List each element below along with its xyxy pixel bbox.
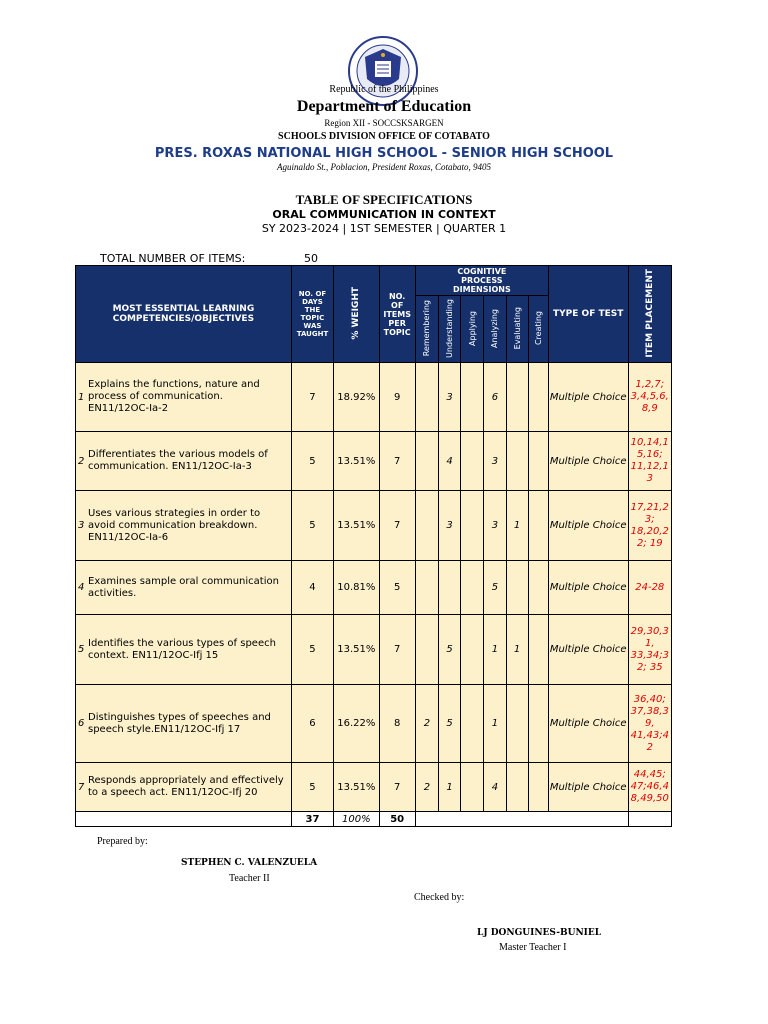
item-placement-cell: 17,21,2 3; 18,20,2 2; 19 [628,491,671,561]
competency-text: Uses various strategies in order to avoid communication breakdown. EN11/12OC-Ia-6 [88,507,261,543]
preparer-name: STEPHEN C. VALENZUELA [181,858,318,868]
competency-text: Examines sample oral communication activities. [88,575,279,599]
table-row [76,685,672,763]
creating-cell [528,561,548,615]
checked-by-label: Checked by: [414,892,465,903]
test-type-cell: Multiple Choice [548,685,628,763]
competency-text: Explains the functions, nature and process of communication. EN11/12OC-Ia-2 [88,379,260,414]
table-row [76,491,672,561]
preparer-position: Teacher II [229,873,270,884]
remembering-cell [415,363,438,432]
evaluating-cell: 1 [506,615,528,685]
applying-cell [461,763,484,812]
test-type-cell: Multiple Choice [548,763,628,812]
total-weight-cell: 100% [334,812,379,827]
deped-seal-logo [347,35,419,107]
competency-number: 6 [78,718,85,729]
remembering-cell [415,491,438,561]
header-remembering: Remembering [415,296,438,363]
table-row [76,561,672,615]
weight-cell: 18.92% [334,363,379,432]
total-days-cell: 37 [291,812,333,827]
understanding-cell [439,561,461,615]
days-cell: 5 [291,432,333,491]
understanding-cell: 3 [439,363,461,432]
items-cell: 7 [379,491,415,561]
total-items-value: 50 [304,252,318,265]
total-items-cell: 50 [379,812,415,827]
weight-cell: 16.22% [334,685,379,763]
header-items: NO. OF ITEMS PER TOPIC [379,266,415,363]
item-placement-cell: 24-28 [628,561,671,615]
items-cell: 7 [379,763,415,812]
analyzing-cell: 1 [484,685,506,763]
understanding-cell: 5 [439,685,461,763]
days-cell: 7 [291,363,333,432]
checker-name: LJ DONGUINES-BUNIEL [477,928,602,938]
region-text: Region XII - SOCCSKSARGEN [324,118,444,128]
totals-blank-cell [415,812,628,827]
header-applying: Applying [461,296,484,363]
competency-text: Distinguishes types of speeches and speech style.EN11/12OC-Ifj 17 [88,711,271,735]
evaluating-cell [506,363,528,432]
competency-cell [76,685,292,763]
weight-cell: 13.51% [334,432,379,491]
applying-cell [461,615,484,685]
understanding-cell: 3 [439,491,461,561]
competency-number: 1 [78,391,85,403]
applying-cell [461,685,484,763]
days-cell: 5 [291,491,333,561]
header-days: NO. OF DAYS THE TOPIC WAS TAUGHT [291,266,333,363]
header-weight: % WEIGHT [334,266,379,363]
item-placement-cell: 44,45; 47;46,4 8,49,50 [628,763,671,812]
test-type-cell: Multiple Choice [548,432,628,491]
evaluating-cell: 1 [506,491,528,561]
item-placement-cell: 1,2,7; 3,4,5,6, 8,9 [628,363,671,432]
understanding-cell: 1 [439,763,461,812]
test-type-cell: Multiple Choice [548,561,628,615]
header-understanding: Understanding [439,296,461,363]
totals-placement-cell [628,812,671,827]
analyzing-cell: 6 [484,363,506,432]
competency-cell [76,763,292,812]
header-type: TYPE OF TEST [548,266,628,363]
total-items-label: TOTAL NUMBER OF ITEMS: [100,252,246,265]
applying-cell [461,363,484,432]
remembering-cell [415,432,438,491]
header-creating: Creating [528,296,548,363]
header-cognitive: COGNITIVE PROCESS DIMENSIONS [415,266,548,296]
applying-cell [461,491,484,561]
items-cell: 8 [379,685,415,763]
competency-cell [76,363,292,432]
republic-text: Republic of the Philippines [329,84,439,95]
analyzing-cell: 3 [484,432,506,491]
subject-title: ORAL COMMUNICATION IN CONTEXT [272,208,496,221]
header-analyzing: Analyzing [484,296,506,363]
weight-cell: 13.51% [334,491,379,561]
days-cell: 5 [291,615,333,685]
applying-cell [461,432,484,491]
remembering-cell: 2 [415,685,438,763]
analyzing-cell: 5 [484,561,506,615]
creating-cell [528,363,548,432]
evaluating-cell [506,685,528,763]
analyzing-cell: 1 [484,615,506,685]
school-year-text: SY 2023-2024 | 1ST SEMESTER | QUARTER 1 [261,222,507,235]
days-cell: 4 [291,561,333,615]
competency-text: Responds appropriately and effectively to a speech act. EN11/12OC-Ifj 20 [88,775,284,798]
competency-text: Differentiates the various models of communication. EN11/12OC-Ia-3 [88,449,268,472]
days-cell: 5 [291,763,333,812]
test-type-cell: Multiple Choice [548,615,628,685]
competency-cell [76,491,292,561]
weight-cell: 10.81% [334,561,379,615]
remembering-cell [415,561,438,615]
school-address: Aguinaldo St., Poblacion, President Roxas, Cotabato, 9405 [277,162,491,172]
competency-cell [76,561,292,615]
competency-number: 2 [78,455,85,467]
division-text: SCHOOLS DIVISION OFFICE OF COTABATO [278,131,490,142]
header-evaluating: Evaluating [506,296,528,363]
creating-cell [528,615,548,685]
analyzing-cell: 3 [484,491,506,561]
evaluating-cell [506,561,528,615]
competency-number: 5 [78,644,85,655]
weight-cell: 13.51% [334,763,379,812]
creating-cell [528,432,548,491]
competency-number: 7 [78,781,85,793]
days-cell: 6 [291,685,333,763]
table-row [76,615,672,685]
prepared-by-label: Prepared by: [97,836,148,847]
understanding-cell: 5 [439,615,461,685]
items-cell: 7 [379,615,415,685]
department-title: Department of Education [296,98,472,115]
test-type-cell: Multiple Choice [548,491,628,561]
competency-cell [76,615,292,685]
header-competencies: MOST ESSENTIAL LEARNING COMPETENCIES/OBJECTIVES [76,266,292,363]
items-cell: 5 [379,561,415,615]
evaluating-cell [506,432,528,491]
applying-cell [461,561,484,615]
test-type-cell: Multiple Choice [548,363,628,432]
totals-label-cell [76,812,292,827]
table-row [76,763,672,812]
item-placement-cell: 29,30,3 1, 33,34;3 2; 35 [628,615,671,685]
checker-position: Master Teacher I [499,942,567,953]
creating-cell [528,763,548,812]
remembering-cell [415,615,438,685]
understanding-cell: 4 [439,432,461,491]
items-cell: 9 [379,363,415,432]
competency-number: 4 [78,582,85,593]
analyzing-cell: 4 [484,763,506,812]
totals-row [76,812,672,827]
header-placement: ITEM PLACEMENT [628,266,671,363]
item-placement-cell: 10,14,1 5,16; 11,12,1 3 [628,432,671,491]
document-title: TABLE OF SPECIFICATIONS [295,192,473,207]
table-row [76,363,672,432]
table-row [76,432,672,491]
evaluating-cell [506,763,528,812]
competency-cell [76,432,292,491]
competency-text: Identifies the various types of speech context. EN11/12OC-Ifj 15 [88,637,276,661]
remembering-cell: 2 [415,763,438,812]
specifications-table [75,265,672,827]
school-name: PRES. ROXAS NATIONAL HIGH SCHOOL - SENIOR HIGH SCHOOL [154,146,614,161]
creating-cell [528,491,548,561]
items-cell: 7 [379,432,415,491]
item-placement-cell: 36,40; 37,38,3 9, 41,43;4 2 [628,685,671,763]
competency-number: 3 [78,520,85,531]
creating-cell [528,685,548,763]
weight-cell: 13.51% [334,615,379,685]
